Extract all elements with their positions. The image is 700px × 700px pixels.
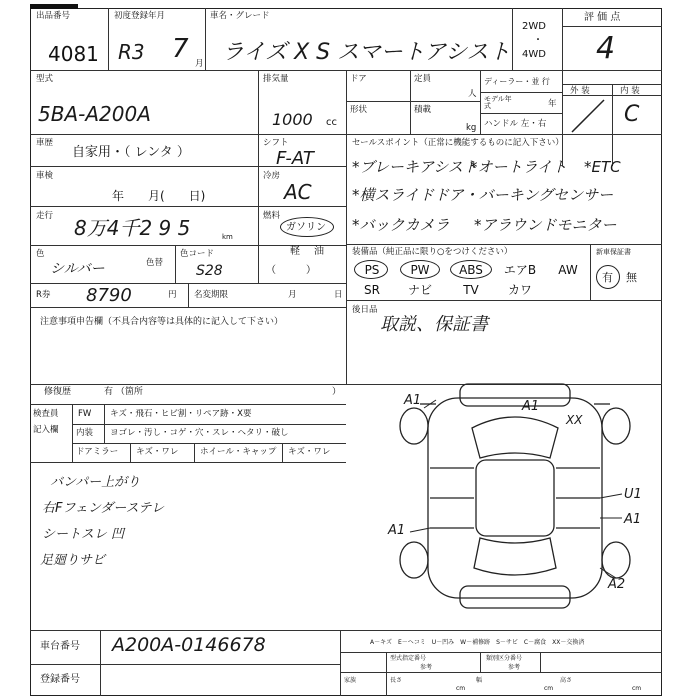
mileage-unit: km	[222, 233, 233, 241]
notes-label: 注意事項申告欄（不具合内容等は具体的に記入して下さい）	[40, 317, 284, 327]
cert-label: 型式指定番号	[390, 655, 427, 662]
mark-a1-right: A1	[624, 512, 642, 527]
equipment-label: 装備品（純正品に限り○をつけください）	[352, 247, 513, 257]
selling-point-2: *オートライト	[470, 158, 568, 176]
note-4: 足廻りサビ	[40, 553, 106, 568]
capacity-label: 定員	[414, 74, 432, 84]
expiry-label: 名変期限	[194, 290, 229, 300]
inspection-label: 車検	[36, 171, 54, 181]
mark-xx: XX	[566, 413, 583, 427]
inspection-value: 年 月( 日)	[112, 189, 206, 203]
recycle-unit: 円	[168, 290, 177, 300]
interior-ins-label: 内装	[76, 428, 94, 438]
first-reg-label: 初度登録年月	[114, 11, 166, 21]
shift-value: F-AT	[276, 148, 314, 169]
color-value: シルバー	[50, 261, 105, 277]
mark-a1-left: A1	[388, 523, 406, 538]
score-value: 4	[596, 31, 616, 66]
shape-label: 形状	[350, 105, 368, 115]
equip-airbag: エアB	[503, 263, 537, 277]
color-code-value: S28	[196, 263, 223, 279]
selling-label: セールスポイント（正常に機能するものに記入下さい）	[352, 138, 564, 148]
mark-a1-top-center: A1	[522, 399, 540, 414]
width-label: 幅	[476, 677, 483, 684]
history-value: 自家用・（ レンタ ）	[72, 145, 190, 160]
selling-point-6: *アラウンドモニター	[474, 216, 617, 234]
displacement-label: 排気量	[263, 74, 289, 84]
inspector-label-2: 記入欄	[33, 425, 59, 435]
fw-value: キズ・飛石・ヒビ割・リペア跡・X要	[110, 409, 252, 419]
cm-unit-1: cm	[456, 685, 466, 692]
interior-label: 内 装	[620, 86, 640, 96]
interior-ins-value: ヨゴレ・汚し・コゲ・穴・スレ・ヘタリ・破し	[110, 428, 289, 438]
selling-point-4: *横スライドドア・バーキングセンサー	[352, 186, 614, 204]
extra-label: 後日品	[352, 305, 378, 315]
mileage-value: 8万4千2 9 5	[74, 216, 191, 240]
equip-leather: カワ	[507, 283, 532, 297]
car-name-value: ライズ X S スマートアシスト	[222, 40, 511, 65]
ref-2: 参考	[508, 664, 521, 671]
note-2: 右Fフェンダーステレ	[42, 501, 165, 516]
dealer-label: ディーラー・並 行	[484, 77, 550, 86]
mark-a1-top-left: A1	[404, 393, 422, 408]
cm-unit-2: cm	[544, 685, 554, 692]
handle-label: ハンドル 左・右	[484, 119, 547, 129]
selling-point-5: *バックカメラ	[352, 216, 450, 234]
fuel-value: ガソリン	[286, 222, 326, 233]
score-label: 評 価 点	[584, 12, 621, 23]
equip-sr: SR	[364, 283, 380, 297]
equip-abs: ABS	[459, 263, 483, 277]
equip-ps: PS	[364, 263, 380, 277]
interior-value: C	[624, 102, 640, 127]
length-label: 長さ	[390, 677, 403, 684]
color-code-label: 色コード	[180, 249, 215, 259]
month-value: 7	[172, 34, 189, 64]
note-1: バンパー上がり	[50, 475, 141, 490]
mark-a2: A2	[608, 577, 626, 592]
damage-legend: A－キズ E－ヘコミ U－凹み W－補修跡 S－サビ C－腐食 XX－交換済	[370, 639, 585, 646]
mileage-label: 走行	[36, 211, 54, 221]
repaint-label: 色替	[146, 258, 164, 268]
repair-label: 修復歴	[44, 387, 72, 397]
warranty-no: 無	[626, 271, 637, 284]
ac-value: AC	[284, 180, 312, 204]
fuel-label: 燃料	[263, 211, 281, 221]
exterior-slash-mark	[566, 98, 610, 164]
door-mirror-value: キズ・ワレ	[136, 447, 179, 457]
reg-label: 登録番号	[40, 674, 80, 685]
model-year-label: モデル年式	[484, 95, 512, 110]
model-value: 5BA-A200A	[38, 102, 151, 126]
height-label: 高さ	[560, 677, 573, 684]
door-mirror-label: ドアミラー	[76, 447, 119, 457]
wheel-value: キズ・ワレ	[288, 447, 331, 457]
lot-label: 出品番号	[36, 11, 71, 21]
month-unit: 月	[195, 59, 204, 69]
load-label: 積載	[414, 105, 432, 115]
drive-dot: ・	[533, 35, 543, 46]
model-label: 型式	[36, 74, 54, 84]
lot-number: 4081	[48, 42, 99, 66]
selling-point-3: *ETC	[584, 158, 621, 176]
warranty-label: 新車保証書	[596, 248, 631, 256]
car-name-label: 車名・グレード	[210, 11, 270, 21]
warranty-yes: 有	[602, 271, 613, 284]
chassis-label: 車台番号	[40, 641, 80, 652]
displacement-value: 1000	[272, 110, 313, 129]
color-label: 色	[36, 249, 45, 259]
fuel-sub2: 油	[314, 246, 324, 257]
wheel-label: ホイール・キャップ	[200, 447, 277, 457]
shift-label: シフト	[263, 138, 289, 148]
repair-close: ）	[332, 387, 342, 397]
extra-value: 取説、保証書	[380, 314, 488, 335]
load-unit: kg	[466, 123, 477, 133]
repair-value: 有 （箇所	[104, 387, 143, 397]
fw-label: FW	[78, 409, 92, 419]
ac-label: 冷房	[263, 171, 281, 181]
drive-4wd: 4WD	[522, 49, 546, 60]
drive-2wd: 2WD	[522, 21, 546, 32]
ref-1: 参考	[420, 664, 433, 671]
equip-aw: AW	[558, 263, 578, 277]
recycle-label: R券	[36, 290, 51, 300]
recycle-value: 8790	[86, 285, 132, 306]
equip-pw: PW	[410, 263, 430, 277]
mark-u1: U1	[624, 487, 642, 502]
fuel-paren: （ ）	[266, 265, 316, 276]
class-label: 類別区分番号	[486, 655, 523, 662]
history-label: 車歴	[36, 138, 54, 148]
expiry-month-unit: 月	[288, 290, 297, 300]
family-label: 家族	[344, 677, 357, 684]
displacement-unit: cc	[326, 117, 337, 128]
chassis-value: A200A-0146678	[112, 634, 266, 656]
car-diagram	[390, 378, 640, 614]
fuel-sub1: 軽	[290, 246, 300, 257]
capacity-unit: 人	[468, 89, 477, 99]
selling-point-1: *ブレーキアシスト	[352, 158, 478, 176]
cm-unit-3: cm	[632, 685, 642, 692]
inspector-label-1: 検査員	[33, 409, 59, 419]
era-value: R3	[118, 40, 145, 64]
exterior-label: 外 装	[570, 86, 590, 96]
equip-navi: ナビ	[407, 283, 432, 297]
model-year-unit: 年	[548, 99, 557, 109]
corner-tab	[30, 4, 78, 9]
door-label: ドア	[350, 74, 367, 84]
expiry-day-unit: 日	[334, 290, 343, 300]
note-3: シートスレ 凹	[42, 527, 125, 542]
equip-tv: TV	[463, 283, 479, 297]
